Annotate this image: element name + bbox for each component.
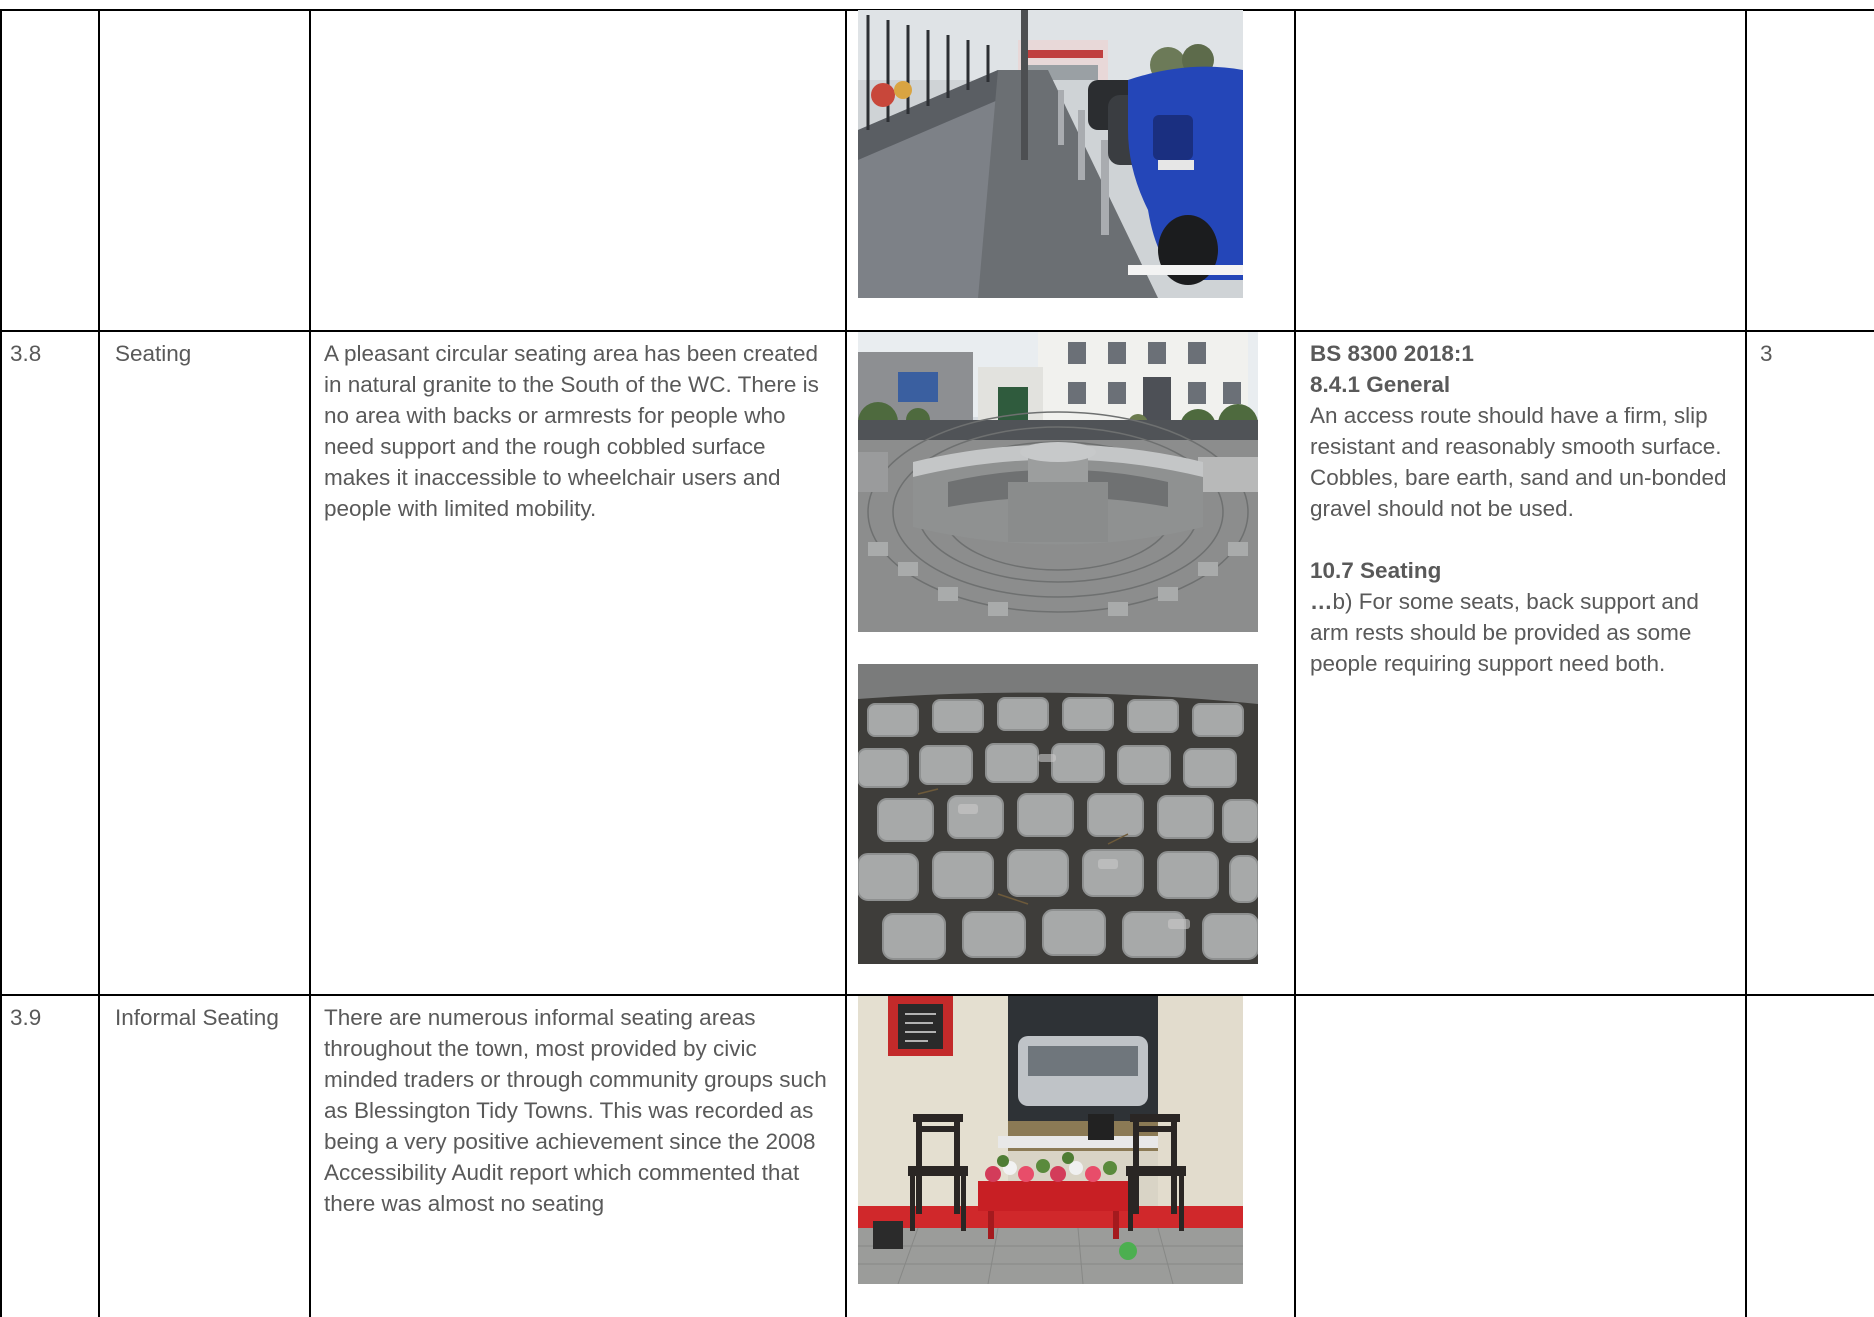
circular-granite-seating-photo xyxy=(858,332,1258,632)
standard-section-text xyxy=(1310,586,1740,679)
item-number: 3.8 xyxy=(10,341,42,366)
item-description: A pleasant circular seating area has been created in natural granite to the South of the WC. There is no area with backs or armrests for people who need support and the rough cobbled surface makes it inaccessible to wheelchair users and people with limited mobility. xyxy=(324,341,819,521)
shopfront-benches-planter-photo xyxy=(858,996,1243,1284)
cobbled-surface-photo xyxy=(858,664,1258,964)
table-column-divider xyxy=(1294,10,1296,1317)
item-name: Informal Seating xyxy=(115,1005,279,1030)
ellipsis-marker: … xyxy=(1310,589,1333,614)
footpath-railings-parked-cars-photo xyxy=(858,10,1243,298)
item-description: There are numerous informal seating areas throughout the town, most provided by civic minded traders or through community groups such as Blessington Tidy Towns. This was recorded as being a very positive achievement since the 2008 Accessibility Audit report which commented that there was almost no seating xyxy=(324,1005,827,1216)
table-column-divider xyxy=(309,10,311,1317)
table-column-divider xyxy=(0,10,2,1317)
priority-value: 3 xyxy=(1760,341,1773,366)
table-column-divider xyxy=(98,10,100,1317)
table-column-divider xyxy=(1745,10,1747,1317)
table-column-divider xyxy=(845,10,847,1317)
standard-section-body: b) For some seats, back support and arm rests should be provided as some people requiring support need both. xyxy=(1310,589,1699,676)
standard-ref-title: BS 8300 2018:1 xyxy=(1310,341,1474,366)
item-number: 3.9 xyxy=(10,1005,42,1030)
standard-section-text: An access route should have a firm, slip resistant and reasonably smooth surface. Cobbles, bare earth, sand and un-bonded gravel should not be used. xyxy=(1310,403,1727,521)
standards-reference xyxy=(1310,338,1740,679)
standard-section-title: 10.7 Seating xyxy=(1310,558,1442,583)
item-name: Seating xyxy=(115,341,192,366)
standard-section-title: 8.4.1 General xyxy=(1310,372,1451,397)
